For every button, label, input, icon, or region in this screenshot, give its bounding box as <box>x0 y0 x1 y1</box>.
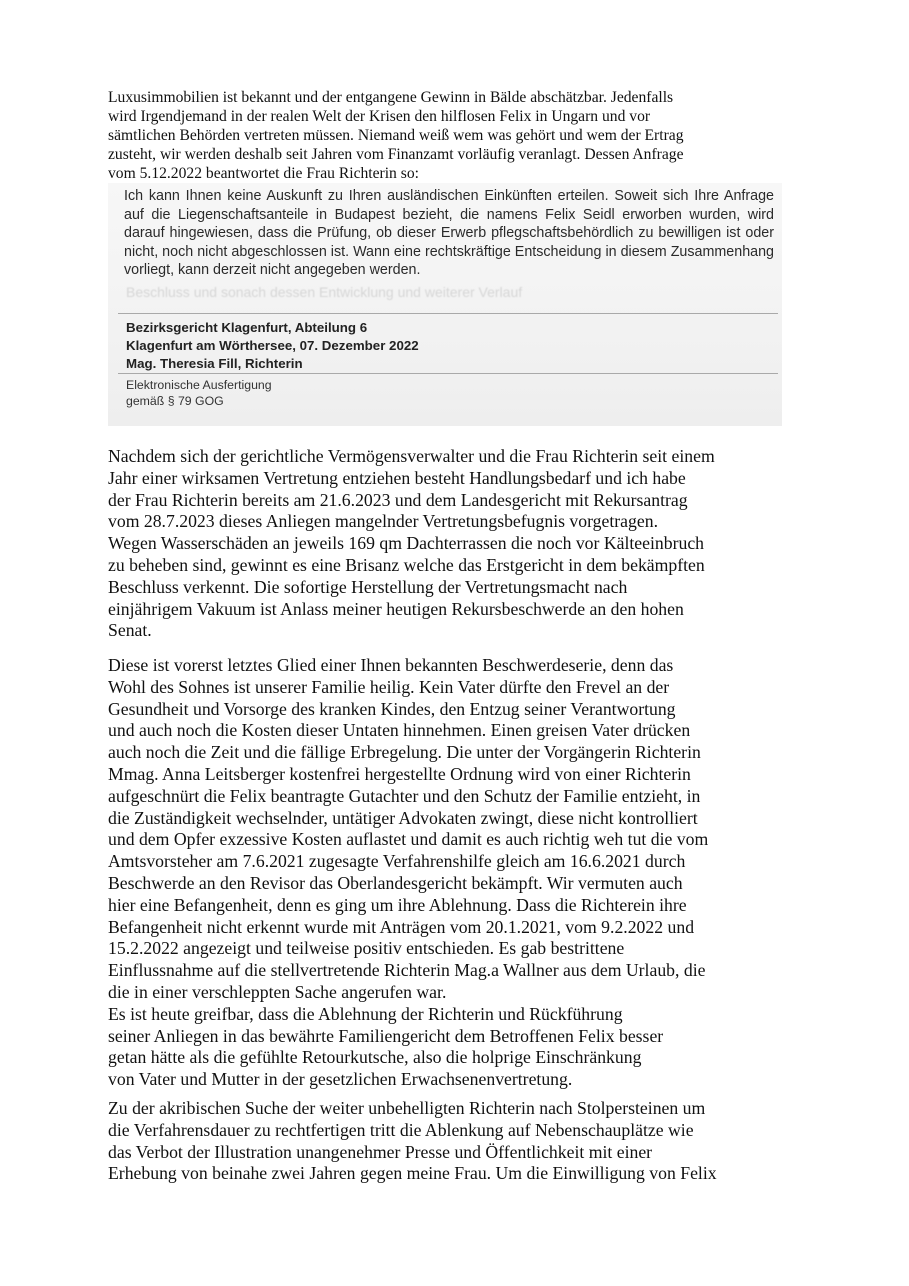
body-line: Befangenheit nicht erkennt wurde mit Anträgen vom 20.1.2021, vom 9.2.2022 und <box>108 916 695 937</box>
body-line: Zu der akribischen Suche der weiter unbehelligten Richterin nach Stolpersteinen um <box>108 1098 706 1118</box>
body-line: die Verfahrensdauer zu rechtfertigen tritt die Ablenkung auf Nebenschauplätze wie <box>108 1119 694 1140</box>
electronic-copy-note <box>126 377 272 409</box>
court-name: Bezirksgericht Klagenfurt, Abteilung 6 <box>126 320 368 335</box>
paragraph-2 <box>108 655 808 1091</box>
body-line: Gesundheit und Vorsorge des kranken Kindes, den Entzug seiner Verantwortung <box>108 698 676 719</box>
body-line: und dem Opfer exzessive Kosten auflastet und damit es auch richtig weh tut die vom <box>108 829 709 850</box>
body-line: Diese ist vorerst letztes Glied einer Ihnen bekannten Beschwerdeserie, denn das <box>108 655 674 675</box>
court-place-date: Klagenfurt am Wörthersee, 07. Dezember 2022 <box>126 338 419 353</box>
body-line: zu beheben sind, gewinnt es eine Brisanz welche das Erstgericht in dem bekämpften <box>108 554 705 575</box>
body-line: Einflussnahme auf die stellvertretende Richterin Mag.a Wallner aus dem Urlaub, die <box>108 960 706 981</box>
body-line: seiner Anliegen in das bewährte Familiengericht dem Betroffenen Felix besser <box>108 1025 664 1046</box>
body-line: von Vater und Mutter in der gesetzlichen Erwachsenenvertretung. <box>108 1069 573 1090</box>
body-line: Es ist heute greifbar, dass die Ablehnung der Richterin und Rückführung <box>108 1003 623 1024</box>
intro-line: zusteht, wir werden deshalb seit Jahren vom Finanzamt vorläufig veranlagt. Dessen Anfrage <box>108 146 684 163</box>
body-line: Beschwerde an den Revisor das Oberlandesgericht bekämpft. Wir vermuten auch <box>108 872 683 893</box>
body-line: der Frau Richterin bereits am 21.6.2023 und dem Landesgericht mit Rekursantrag <box>108 489 688 510</box>
intro-line: vom 5.12.2022 beantwortet die Frau Richterin so: <box>108 165 419 182</box>
body-line: einjährigem Vakuum ist Anlass meiner heutigen Rekursbeschwerde an den hohen <box>108 598 684 619</box>
body-line: Erhebung von beinahe zwei Jahren gegen meine Frau. Um die Einwilligung von Felix <box>108 1163 717 1184</box>
excerpt-divider <box>118 313 778 314</box>
body-line: getan hätte als die gefühlte Retourkutsche, also die holprige Einschränkung <box>108 1047 642 1068</box>
scanned-court-excerpt <box>108 183 782 426</box>
court-signature-block <box>126 319 419 373</box>
intro-paragraph <box>108 88 798 183</box>
body-line: Senat. <box>108 620 152 641</box>
paragraph-3 <box>108 1098 808 1185</box>
body-line: die in einer verschleppten Sache angerufen war. <box>108 981 447 1002</box>
intro-line: sämtlichen Behörden vertreten müssen. Niemand weiß wem was gehört und wem der Ertrag <box>108 127 684 144</box>
body-line: vom 28.7.2023 dieses Anliegen mangelnder Vertretungsbefugnis vorgetragen. <box>108 511 658 532</box>
body-line: die Zuständigkeit wechselnder, untätiger Advokaten zwingt, diese nicht kontrolliert <box>108 807 698 828</box>
body-line: Wegen Wasserschäden an jeweils 169 qm Dachterrassen die noch vor Kälteeinbruch <box>108 533 705 554</box>
faded-background-text: Beschluss und sonach dessen Entwicklung und weiterer Verlauf <box>126 284 523 300</box>
judge-name: Mag. Theresia Fill, Richterin <box>126 356 303 371</box>
paragraph-1 <box>108 446 808 642</box>
body-line: auch noch die Zeit und die fällige Erbregelung. Die unter der Vorgängerin Richterin <box>108 742 701 763</box>
body-line: 15.2.2022 angezeigt und teilweise positiv entschieden. Es gab bestrittene <box>108 938 625 959</box>
body-line: Mmag. Anna Leitsberger kostenfrei hergestellte Ordnung wird von einer Richterin <box>108 763 691 784</box>
body-line: Jahr einer wirksamen Vertretung entziehen besteht Handlungsbedarf und ich habe <box>108 467 686 488</box>
body-line: Nachdem sich der gerichtliche Vermögensverwalter und die Frau Richterin seit einem <box>108 446 715 466</box>
body-line: hier eine Befangenheit, denn es ging um ihre Ablehnung. Dass die Richterein ihre <box>108 894 687 915</box>
body-line: Amtsvorsteher am 7.6.2021 zugesagte Verfahrenshilfe gleich am 16.6.2021 durch <box>108 851 686 872</box>
court-quote-text: Ich kann Ihnen keine Auskunft zu Ihren ausländischen Einkünften erteilen. Soweit sich Ihre Anfrage auf die Liegenschaftsanteile in Budapest bezieht, die namens Felix Seidl erworben wurden, wird darauf hingewiesen, dass die Prüfung, ob dieser Erwerb pflegschaftsbehördlich zu bewilligen ist oder nicht, noch nicht abgeschlossen ist. Wann eine rechtskräftige Entscheidung in diesem Zusammenhang vorliegt, kann derzeit nicht angegeben werden. <box>124 188 774 279</box>
intro-line: wird Irgendjemand in der realen Welt der Krisen den hilflosen Felix in Ungarn und vor <box>108 108 651 125</box>
body-line: aufgeschnürt die Felix beantragte Gutachter und den Schutz der Familie entzieht, in <box>108 785 701 806</box>
body-line: und auch noch die Kosten dieser Untaten hinnehmen. Einen greisen Vater drücken <box>108 720 691 741</box>
body-line: das Verbot der Illustration unangenehmer Presse und Öffentlichkeit mit einer <box>108 1141 653 1162</box>
body-line: Wohl des Sohnes ist unserer Familie heilig. Kein Vater dürfte den Frevel an der <box>108 676 670 697</box>
electronic-copy-line: Elektronische Ausfertigung <box>126 378 272 392</box>
body-line: Beschluss verkennt. Die sofortige Herstellung der Vertretungsmacht nach <box>108 576 628 597</box>
intro-line: Luxusimmobilien ist bekannt und der entgangene Gewinn in Bälde abschätzbar. Jedenfalls <box>108 89 674 106</box>
excerpt-divider <box>118 373 778 374</box>
legal-reference: gemäß § 79 GOG <box>126 394 224 408</box>
